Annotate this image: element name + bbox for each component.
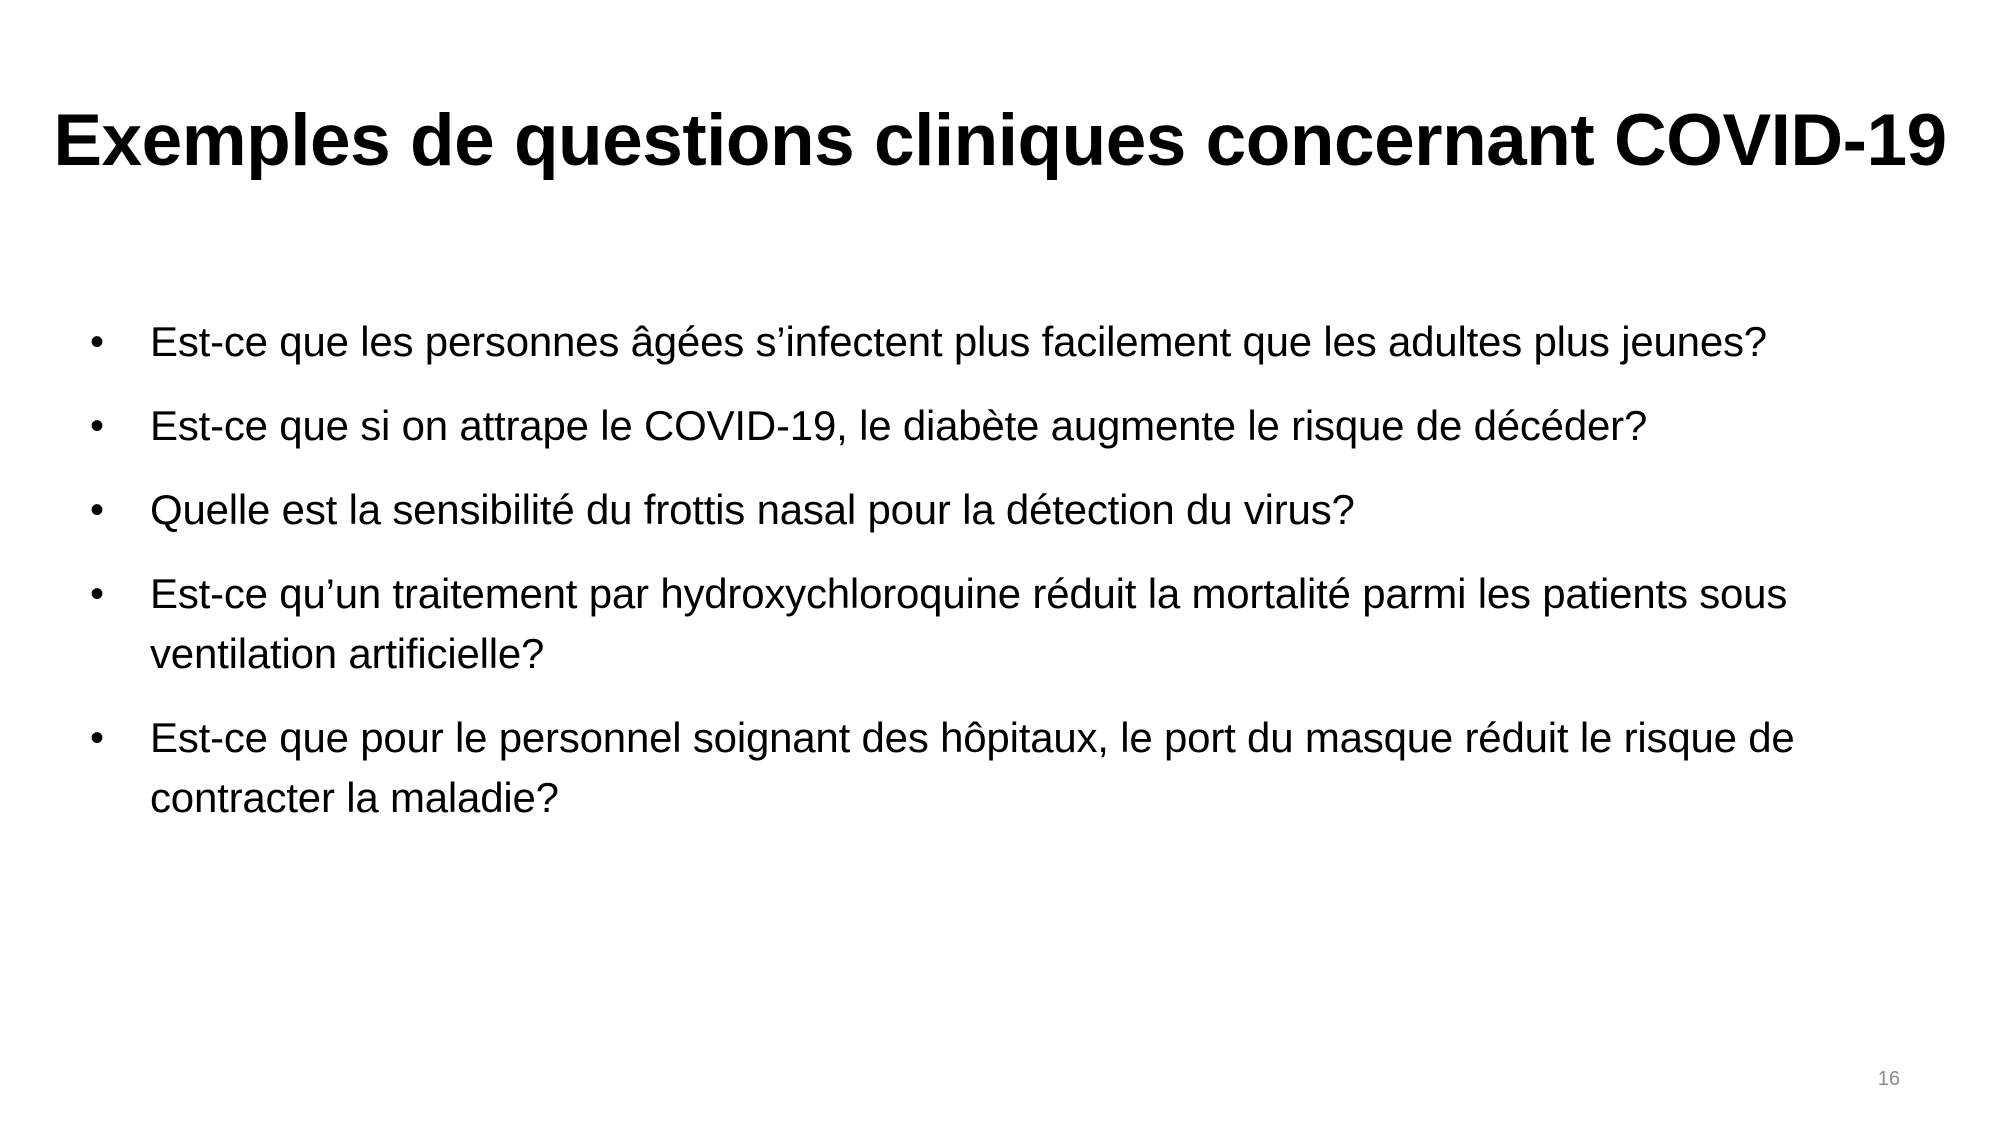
bullet-dot-icon: • — [90, 320, 104, 364]
bullet-item-4 — [88, 564, 1948, 684]
bullet-item-5 — [88, 708, 1948, 828]
bullet-text: Quelle est la sensibilité du frottis nasal pour la détection du virus? — [150, 486, 1355, 533]
bullet-dot-icon: • — [90, 488, 104, 532]
page-number: 16 — [1877, 1068, 1900, 1090]
bullet-item-3 — [88, 480, 1948, 540]
bullet-dot-icon: • — [90, 404, 104, 448]
bullet-dot-icon: • — [90, 572, 104, 616]
bullet-text: Est-ce que les personnes âgées s’infectent plus facilement que les adultes plus jeunes? — [150, 318, 1767, 365]
bullet-item-2 — [88, 396, 1948, 456]
bullet-list — [88, 312, 1948, 852]
slide-title: Exemples de questions cliniques concernant COVID-19 — [53, 100, 1947, 181]
bullet-text: Est-ce que pour le personnel soignant des hôpitaux, le port du masque réduit le risque de contracter la maladie? — [150, 714, 1795, 821]
bullet-dot-icon: • — [90, 716, 104, 760]
bullet-text: Est-ce que si on attrape le COVID-19, le diabète augmente le risque de décéder? — [150, 402, 1648, 449]
bullet-text: Est-ce qu’un traitement par hydroxychloroquine réduit la mortalité parmi les patients sous ventilation artificielle? — [150, 570, 1788, 677]
bullet-item-1 — [88, 312, 1948, 372]
